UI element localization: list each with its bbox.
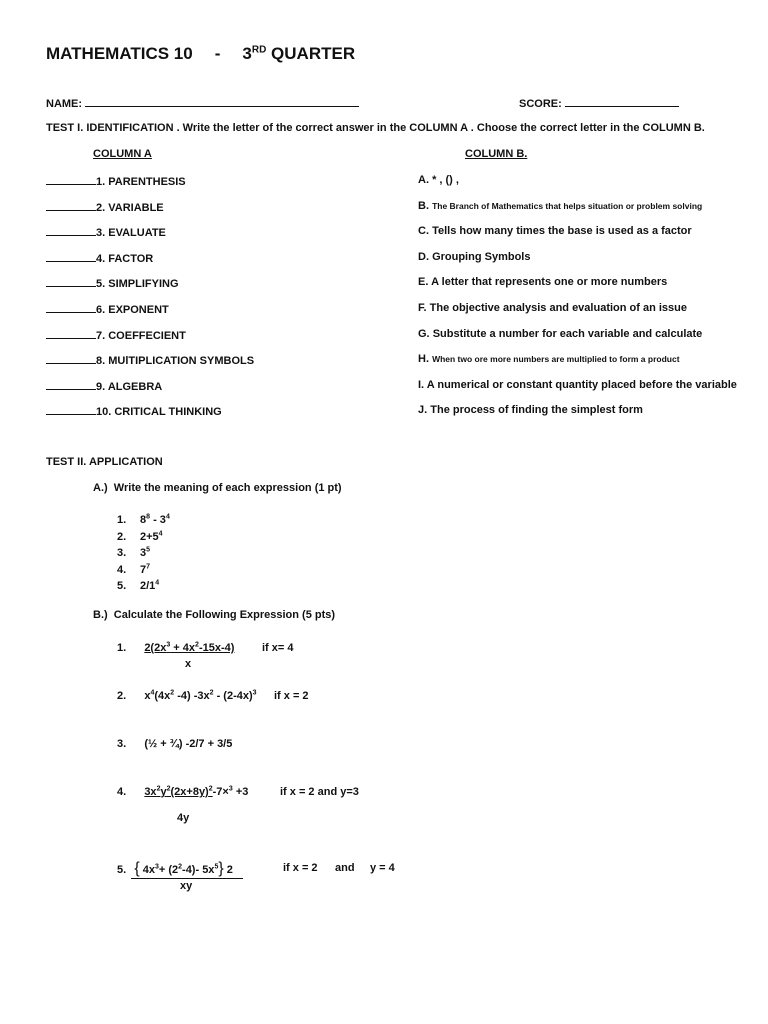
- q2-expression: $x^4(4x^2$ -4) $-3x^2 - (2-4x)^3$: [144, 689, 257, 702]
- column-b-letter: E.: [418, 276, 429, 289]
- part-b-heading: [93, 609, 335, 621]
- column-b-definition: Tells how many times the base is used as a factor: [432, 225, 692, 238]
- column-a-term: 4. FACTOR: [96, 252, 154, 265]
- answer-blank[interactable]: [46, 379, 96, 390]
- part-b-q4: [117, 786, 248, 798]
- q2-condition: if x = 2: [274, 690, 309, 702]
- test2-title: TEST II. APPLICATION: [46, 456, 163, 468]
- column-b-letter: I.: [418, 378, 425, 391]
- column-a-item: [46, 200, 164, 214]
- column-b-definition: When two ore more numbers are multiplied to form a product: [432, 354, 680, 365]
- q5-fraction-bar: [131, 878, 243, 879]
- part-a-expression: $2/1^4$: [140, 579, 160, 592]
- part-a-item-number: 1.: [117, 514, 127, 526]
- name-label: NAME:: [46, 98, 83, 110]
- title-quarter-word: QUARTER: [271, 44, 356, 63]
- column-b-letter: H.: [418, 353, 429, 366]
- column-a-header: COLUMN A: [93, 148, 152, 160]
- name-blank[interactable]: [85, 96, 359, 107]
- test1-instructions: TEST I. IDENTIFICATION . Write the letter of the correct answer in the COLUMN A . Choose the correct letter in the COLUMN B.: [46, 122, 705, 134]
- column-b-letter: A.: [418, 174, 429, 186]
- part-a-expression: $7^7$: [140, 562, 151, 576]
- part-a-item: [117, 531, 163, 543]
- q5-and: and: [335, 862, 355, 874]
- title-dash: -: [214, 44, 221, 63]
- title-subject: MATHEMATICS 10: [46, 44, 193, 63]
- score-blank[interactable]: [565, 96, 679, 107]
- q5-denominator: xy: [180, 880, 193, 892]
- answer-blank[interactable]: [46, 404, 96, 415]
- column-a-term: 2. VARIABLE: [96, 201, 164, 214]
- part-a-item: [117, 564, 150, 576]
- column-a-item: [46, 353, 254, 367]
- q4-number: 4.: [117, 786, 127, 798]
- column-b-item: [418, 276, 667, 288]
- part-a-expression: $2+5^4$: [140, 529, 163, 543]
- score-label: SCORE:: [519, 98, 562, 110]
- column-a-item: [46, 251, 153, 265]
- column-b-definition: A numerical or constant quantity placed before the variable: [426, 378, 737, 391]
- column-b-letter: D.: [418, 250, 429, 263]
- part-b-title: Calculate the Following Expression (5 pts): [113, 609, 336, 621]
- q1-numerator: $2(2x^3 + 4x^2-15x-4)$: [144, 641, 235, 654]
- column-a-item: [46, 302, 169, 316]
- title-quarter-number: 3: [242, 44, 252, 63]
- answer-blank[interactable]: [46, 174, 96, 185]
- column-a-item: [46, 328, 186, 342]
- q5-number: 5.: [117, 864, 127, 876]
- part-a-item: [117, 580, 159, 592]
- answer-blank[interactable]: [46, 225, 96, 236]
- page-title: [46, 44, 355, 64]
- column-b-definition: The objective analysis and evaluation of an issue: [429, 302, 687, 314]
- column-b-item: [418, 200, 702, 212]
- column-b-definition: A letter that represents one or more numbers: [431, 276, 668, 289]
- part-b-q1: [117, 642, 234, 654]
- answer-blank[interactable]: [46, 302, 96, 313]
- column-a-term: 6. EXPONENT: [96, 304, 169, 316]
- part-a-item: [117, 514, 170, 526]
- answer-blank[interactable]: [46, 328, 96, 339]
- q5-condition-y: y = 4: [370, 862, 395, 874]
- column-b-item: [418, 353, 680, 365]
- part-b-label: B.): [93, 609, 108, 621]
- part-a-expression: $8^8 - 3^4$: [140, 513, 170, 526]
- column-a-item: [46, 225, 166, 239]
- part-b-q2: [117, 690, 257, 702]
- column-b-header: COLUMN B.: [465, 148, 528, 160]
- column-a-term: 9. ALGEBRA: [96, 380, 163, 393]
- column-b-letter: B.: [418, 199, 429, 212]
- column-b-definition: Grouping Symbols: [432, 250, 531, 263]
- column-b-definition: Substitute a number for each variable and calculate: [432, 327, 703, 340]
- q4-numerator: $3x^2y^2(2x+8y)^2-7\times^3 +3$: [144, 785, 249, 798]
- column-a-item: [46, 404, 222, 418]
- part-b-q5: [117, 861, 233, 877]
- part-b-q3: [117, 738, 232, 750]
- title-quarter-suffix: RD: [251, 44, 267, 56]
- answer-blank[interactable]: [46, 200, 96, 211]
- part-a-item: [117, 547, 150, 559]
- part-a-heading: [93, 482, 342, 494]
- part-a-item-number: 4.: [117, 563, 127, 576]
- answer-blank[interactable]: [46, 251, 96, 262]
- q5-factor: 2: [223, 864, 233, 876]
- q3-expression: (½ + ¾) -2/7 + 3/5: [144, 738, 233, 750]
- column-b-item: [418, 302, 687, 314]
- column-b-definition: * , () ,: [432, 174, 459, 186]
- q4-denominator: 4y: [177, 812, 190, 824]
- q2-number: 2.: [117, 690, 127, 702]
- column-b-letter: G.: [418, 327, 430, 340]
- column-b-definition: The process of finding the simplest form: [430, 404, 643, 417]
- column-b-letter: J.: [418, 404, 428, 417]
- column-a-term: 8. MUlTIPLICATION SYMBOLS: [96, 355, 255, 368]
- column-b-item: [418, 379, 737, 391]
- part-a-title: Write the meaning of each expression (1 pt): [113, 482, 342, 494]
- column-a-term: 5. SIMPLIFYING: [96, 278, 179, 291]
- column-a-term: 3. EVALUATE: [96, 227, 166, 240]
- q5-right-brace: }: [218, 860, 224, 877]
- q4-condition: if x = 2 and y=3: [280, 786, 359, 798]
- column-b-definition: The Branch of Mathematics that helps situation or problem solving: [432, 200, 703, 211]
- q1-number: 1.: [117, 642, 127, 654]
- part-a-item-number: 5.: [117, 580, 127, 592]
- column-a-item: [46, 174, 186, 188]
- answer-blank[interactable]: [46, 353, 96, 364]
- q5-left-brace: {: [134, 860, 140, 877]
- column-a-term: 1. PARENTHESIS: [96, 176, 186, 188]
- column-b-letter: F.: [418, 302, 427, 314]
- column-b-item: [418, 174, 459, 186]
- column-b-item: [418, 328, 702, 340]
- name-field[interactable]: [46, 96, 359, 110]
- column-a-term: 7. COEFFECIENT: [96, 329, 186, 342]
- answer-blank[interactable]: [46, 276, 96, 287]
- column-b-item: [418, 225, 692, 237]
- column-a-item: [46, 276, 179, 290]
- part-a-item-number: 2.: [117, 530, 127, 543]
- q5-condition-x: if x = 2: [283, 862, 318, 874]
- column-b-letter: C.: [418, 225, 429, 238]
- q3-number: 3.: [117, 738, 127, 750]
- column-a-term: 10. CRITICAL THINKING: [96, 406, 222, 419]
- column-b-item: [418, 251, 530, 263]
- column-b-item: [418, 404, 643, 416]
- q1-condition: if x= 4: [262, 642, 294, 654]
- part-a-item-number: 3.: [117, 547, 127, 559]
- q5-numerator: $4x^3+ (2^2-4)-$ $5x^5$: [139, 863, 219, 876]
- part-a-expression: $3^5$: [140, 546, 151, 559]
- column-a-item: [46, 379, 162, 393]
- score-field[interactable]: [519, 96, 679, 110]
- q1-denominator: x: [185, 658, 192, 670]
- part-a-label: A.): [93, 482, 108, 494]
